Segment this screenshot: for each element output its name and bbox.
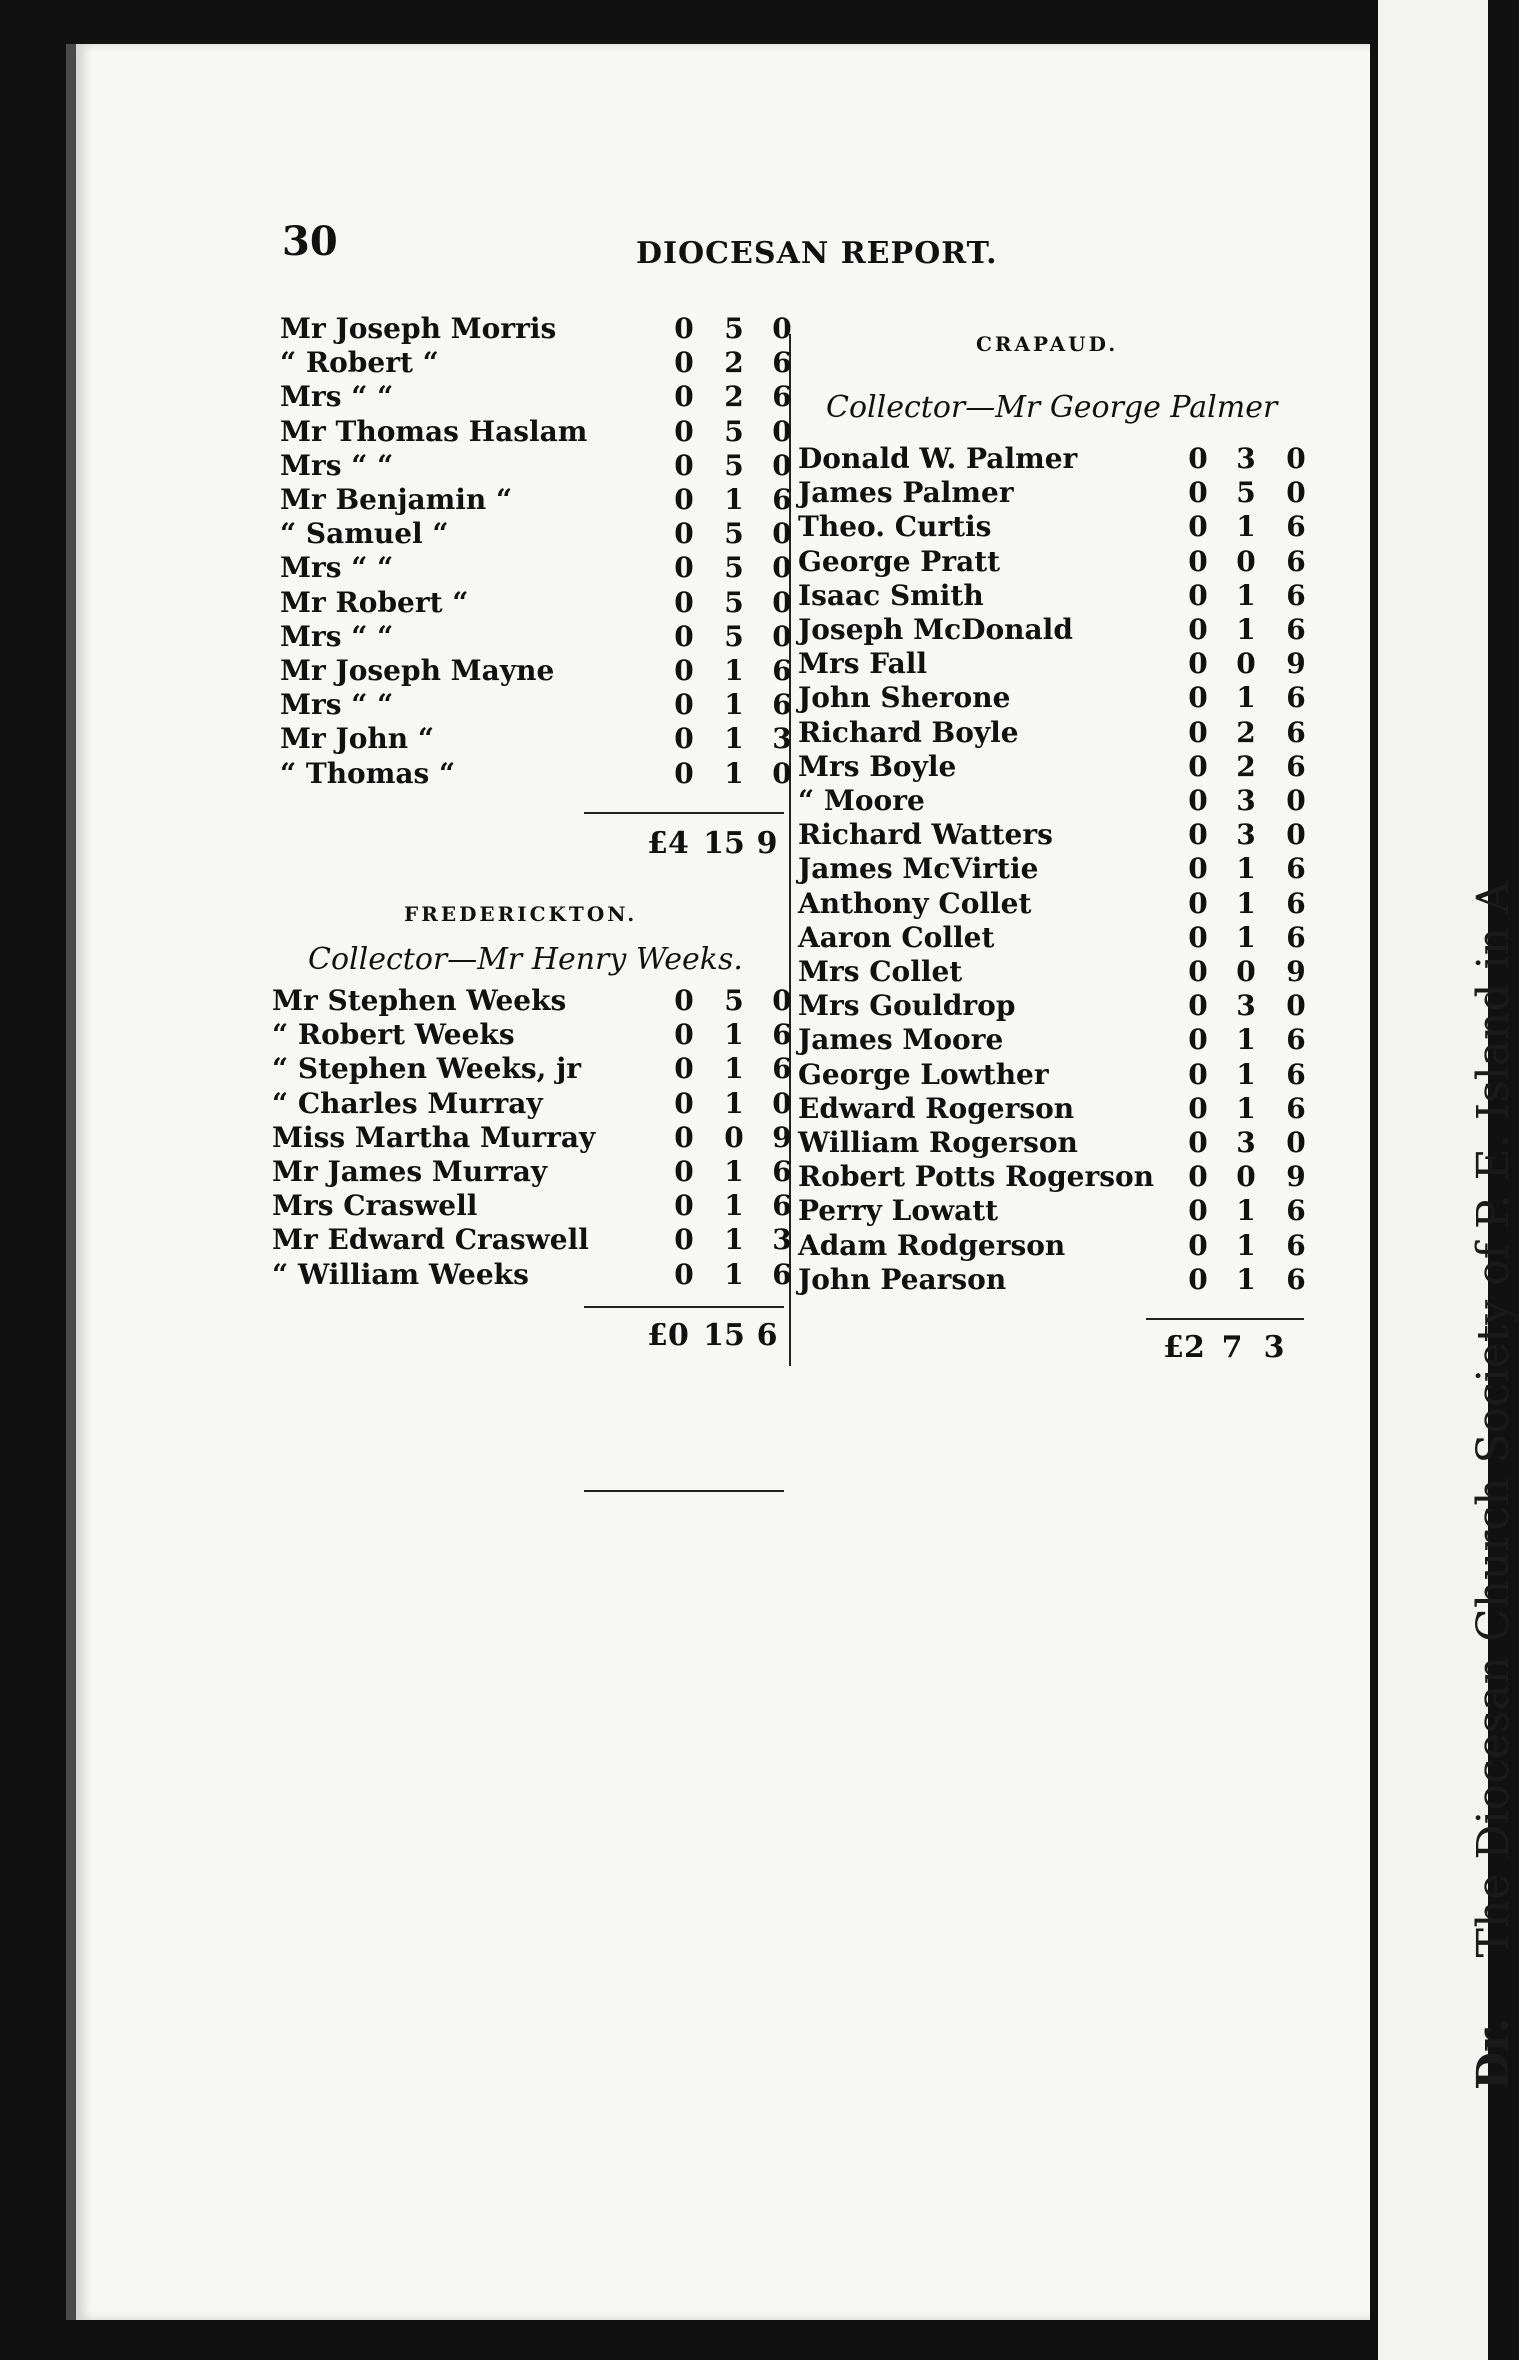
amount-pounds: 0 (674, 380, 694, 414)
ledger-row (798, 1229, 1318, 1263)
donor-name: “ Robert Weeks (272, 1018, 515, 1052)
donor-name: Mrs Collet (798, 955, 963, 988)
amount-shillings: 5 (724, 619, 744, 653)
amount-shillings: 5 (724, 585, 744, 619)
total-pounds: £0 (647, 1318, 689, 1353)
donor-name: William Rogerson (798, 1126, 1078, 1159)
amount-pounds: 0 (1188, 715, 1208, 749)
amount-shillings: 1 (724, 722, 744, 756)
amount-shillings: 1 (1236, 1057, 1256, 1091)
donor-name: Robert Potts Rogerson (798, 1160, 1155, 1194)
donor-name: Joseph McDonald (798, 613, 1073, 646)
amount-pounds: 0 (674, 722, 694, 756)
donor-name: Isaac Smith (798, 578, 984, 612)
amount-pence: 9 (1286, 1160, 1306, 1194)
ledger-row (798, 681, 1318, 715)
amount-pounds: 0 (674, 1189, 694, 1223)
donor-name: John Sherone (798, 681, 1011, 715)
total-pence: 3 (1263, 1330, 1285, 1365)
ledger-row (798, 476, 1318, 510)
amount-pounds: 0 (1188, 1194, 1208, 1228)
ledger-row (280, 380, 790, 414)
ledger-row (272, 1189, 790, 1223)
crapaud-total (1160, 1330, 1292, 1365)
amount-pounds: 0 (1188, 818, 1208, 852)
ledger-row (798, 784, 1318, 818)
amount-pence: 6 (1286, 1194, 1306, 1228)
ledger-row (798, 510, 1318, 544)
amount-shillings: 1 (1236, 613, 1256, 646)
total-shillings: 15 (703, 1318, 745, 1353)
donor-name: James Moore (798, 1023, 1004, 1057)
fredrickton-total (640, 1318, 782, 1353)
amount-pence: 6 (772, 654, 792, 687)
amount-pounds: 0 (1188, 852, 1208, 886)
amount-pence: 0 (772, 551, 792, 585)
total-rule (1146, 1318, 1304, 1320)
fredrickton-collector: Collector—Mr Henry Weeks. (308, 942, 743, 977)
amount-shillings: 5 (724, 551, 744, 585)
amount-shillings: 1 (724, 1018, 744, 1052)
ledger-row (798, 750, 1318, 784)
donor-name: John Pearson (798, 1262, 1007, 1296)
donor-name: Mr Joseph Mayne (280, 654, 555, 687)
section-end-rule (584, 1490, 784, 1492)
amount-shillings: 3 (1236, 989, 1256, 1023)
donor-name: “ Thomas “ (280, 756, 456, 790)
amount-shillings: 2 (1236, 715, 1256, 749)
donor-name: Mrs “ “ (280, 688, 394, 722)
donor-name: Mrs “ “ (280, 380, 394, 414)
amount-shillings: 1 (1236, 1091, 1256, 1125)
ledger-row (798, 921, 1318, 955)
amount-pence: 6 (1286, 578, 1306, 612)
amount-pounds: 0 (674, 585, 694, 619)
amount-pence: 0 (772, 448, 792, 482)
fredrickton-heading: FREDERICKTON. (404, 902, 638, 926)
amount-pounds: 0 (674, 654, 694, 687)
amount-shillings: 1 (724, 1086, 744, 1120)
rotated-margin-text (1468, 881, 1519, 2090)
ledger-row (798, 989, 1318, 1023)
donor-name: “ Robert “ (280, 346, 439, 380)
ledger-row (280, 620, 790, 654)
amount-shillings: 1 (1236, 1023, 1256, 1057)
amount-pence: 6 (1286, 749, 1306, 783)
amount-pounds: 0 (674, 312, 694, 345)
amount-pounds: 0 (1188, 1160, 1208, 1194)
amount-pence: 3 (772, 1223, 792, 1257)
amount-shillings: 1 (1236, 920, 1256, 954)
amount-shillings: 1 (724, 688, 744, 722)
amount-pounds: 0 (1188, 578, 1208, 612)
total-shillings: 7 (1221, 1330, 1243, 1365)
amount-shillings: 3 (1236, 1126, 1256, 1159)
ledger-row (798, 852, 1318, 886)
ledger-row (280, 312, 790, 346)
amount-shillings: 0 (1236, 544, 1256, 578)
amount-pence: 6 (772, 688, 792, 722)
total-pence: 6 (756, 1318, 778, 1353)
ledger-row (280, 654, 790, 688)
amount-pence: 0 (1286, 818, 1306, 852)
total-pounds: £4 (647, 826, 689, 861)
amount-pounds: 0 (674, 984, 694, 1017)
ledger-row (272, 1155, 790, 1189)
donor-name: James Palmer (798, 476, 1014, 510)
amount-pounds: 0 (674, 756, 694, 790)
donor-name: James McVirtie (798, 852, 1039, 886)
ledger-row (272, 1258, 790, 1292)
amount-pence: 6 (1286, 1262, 1306, 1296)
page-number: 30 (282, 218, 338, 265)
amount-pence: 6 (772, 1189, 792, 1223)
amount-pence: 6 (772, 1052, 792, 1086)
amount-pounds: 0 (674, 414, 694, 448)
donor-name: Richard Watters (798, 818, 1053, 852)
donor-name: Adam Rodgerson (798, 1228, 1066, 1262)
amount-shillings: 1 (1236, 852, 1256, 886)
amount-shillings: 1 (1236, 578, 1256, 612)
amount-shillings: 0 (1236, 647, 1256, 681)
crapaud-heading: CRAPAUD. (976, 332, 1119, 356)
donor-name: Mrs “ “ (280, 619, 394, 653)
amount-shillings: 2 (724, 380, 744, 414)
amount-shillings: 2 (1236, 749, 1256, 783)
donor-name: “ Stephen Weeks, jr (272, 1052, 582, 1086)
amount-pounds: 0 (674, 1155, 694, 1188)
amount-pence: 6 (772, 1155, 792, 1188)
ledger-row (280, 483, 790, 517)
amount-shillings: 2 (724, 346, 744, 380)
ledger-row (798, 887, 1318, 921)
amount-shillings: 5 (724, 517, 744, 551)
donor-name: Aaron Collet (798, 920, 995, 954)
amount-shillings: 1 (724, 1052, 744, 1086)
amount-shillings: 1 (724, 1223, 744, 1257)
amount-shillings: 5 (724, 984, 744, 1017)
ledger-row (798, 442, 1318, 476)
amount-shillings: 0 (1236, 1160, 1256, 1194)
donor-name: Mrs Boyle (798, 749, 957, 783)
amount-shillings: 3 (1236, 818, 1256, 852)
amount-pence: 6 (1286, 1091, 1306, 1125)
amount-shillings: 1 (724, 654, 744, 687)
ledger-row (798, 1058, 1318, 1092)
amount-pence: 0 (1286, 989, 1306, 1023)
amount-pounds: 0 (674, 1052, 694, 1086)
donor-name: Anthony Collet (798, 886, 1032, 920)
amount-pounds: 0 (1188, 476, 1208, 510)
amount-pence: 6 (772, 346, 792, 380)
amount-shillings: 5 (1236, 476, 1256, 510)
crapaud-collector: Collector—Mr George Palmer (826, 390, 1278, 425)
amount-pounds: 0 (1188, 647, 1208, 681)
amount-shillings: 1 (1236, 510, 1256, 544)
donor-name: Mr Stephen Weeks (272, 984, 567, 1017)
donor-name: Miss Martha Murray (272, 1120, 596, 1154)
ledger-row (272, 1052, 790, 1086)
amount-pence: 0 (1286, 784, 1306, 817)
donor-name: Mr James Murray (272, 1155, 548, 1188)
donor-name: Theo. Curtis (798, 510, 992, 544)
total-pounds: £2 (1163, 1330, 1205, 1365)
amount-pounds: 0 (1188, 613, 1208, 646)
donor-name: Mrs Gouldrop (798, 989, 1016, 1023)
amount-pounds: 0 (1188, 920, 1208, 954)
amount-pence: 6 (1286, 852, 1306, 886)
ledger-row (280, 688, 790, 722)
ledger-row (798, 579, 1318, 613)
donor-name: “ William Weeks (272, 1257, 529, 1291)
amount-shillings: 1 (1236, 1262, 1256, 1296)
ledger-row (272, 1121, 790, 1155)
amount-pounds: 0 (674, 448, 694, 482)
ledger-row (272, 1223, 790, 1257)
donor-name: Donald W. Palmer (798, 442, 1078, 475)
amount-pounds: 0 (1188, 1228, 1208, 1262)
donor-name: Mr Edward Craswell (272, 1223, 589, 1257)
donor-name: “ Moore (798, 784, 925, 817)
amount-pounds: 0 (674, 619, 694, 653)
amount-pounds: 0 (674, 1223, 694, 1257)
amount-pounds: 0 (674, 346, 694, 380)
donor-name: Perry Lowatt (798, 1194, 999, 1228)
donor-name: Mrs Craswell (272, 1189, 478, 1223)
amount-pence: 6 (772, 380, 792, 414)
amount-pence: 6 (772, 483, 792, 516)
amount-shillings: 1 (724, 483, 744, 516)
amount-shillings: 1 (1236, 1194, 1256, 1228)
amount-pounds: 0 (674, 1120, 694, 1154)
running-head: DIOCESAN REPORT. (636, 236, 998, 271)
ledger-row (798, 1092, 1318, 1126)
amount-shillings: 5 (724, 312, 744, 345)
ledger-row (798, 1023, 1318, 1057)
amount-pence: 6 (1286, 510, 1306, 544)
ledger-row (272, 1087, 790, 1121)
ledger-row (280, 415, 790, 449)
amount-pence: 0 (1286, 442, 1306, 475)
amount-pence: 0 (772, 1086, 792, 1120)
left-top-total (640, 826, 782, 861)
amount-shillings: 1 (724, 1257, 744, 1291)
ledger-row (798, 1160, 1318, 1194)
amount-pence: 6 (772, 1257, 792, 1291)
amount-pence: 3 (772, 722, 792, 756)
total-rule (584, 812, 784, 814)
amount-pence: 6 (1286, 920, 1306, 954)
ledger-row (798, 647, 1318, 681)
ledger-row (272, 1018, 790, 1052)
margin-title: The Diocesan Church Society of P. E. Island in A (1468, 881, 1519, 1958)
total-shillings: 15 (703, 826, 745, 861)
amount-pounds: 0 (1188, 442, 1208, 475)
amount-pence: 0 (1286, 476, 1306, 510)
amount-pounds: 0 (1188, 510, 1208, 544)
amount-pounds: 0 (1188, 544, 1208, 578)
amount-pounds: 0 (674, 1257, 694, 1291)
amount-pence: 0 (772, 585, 792, 619)
amount-shillings: 3 (1236, 784, 1256, 817)
donor-name: Mr Thomas Haslam (280, 414, 588, 448)
amount-pounds: 0 (674, 1086, 694, 1120)
total-pence: 9 (756, 826, 778, 861)
amount-pounds: 0 (1188, 1023, 1208, 1057)
donor-name: Mr Robert “ (280, 585, 469, 619)
ledger-row (798, 716, 1318, 750)
amount-pounds: 0 (1188, 1262, 1208, 1296)
amount-pounds: 0 (1188, 989, 1208, 1023)
amount-pounds: 0 (1188, 784, 1208, 817)
ledger-row (798, 818, 1318, 852)
amount-shillings: 3 (1236, 442, 1256, 475)
amount-pence: 9 (1286, 955, 1306, 988)
ledger-row (280, 722, 790, 756)
ledger-row (280, 757, 790, 791)
amount-shillings: 1 (724, 1155, 744, 1188)
amount-pounds: 0 (1188, 955, 1208, 988)
amount-pounds: 0 (1188, 1057, 1208, 1091)
amount-pounds: 0 (674, 688, 694, 722)
ledger-row (798, 955, 1318, 989)
amount-pence: 0 (772, 312, 792, 345)
ledger-row (280, 551, 790, 585)
amount-shillings: 5 (724, 448, 744, 482)
amount-shillings: 0 (724, 1120, 744, 1154)
donor-name: Mr Joseph Morris (280, 312, 557, 345)
donor-name: George Pratt (798, 544, 1001, 578)
amount-pence: 6 (1286, 681, 1306, 715)
amount-pence: 6 (1286, 715, 1306, 749)
amount-pence: 9 (1286, 647, 1306, 681)
donor-name: Mrs “ “ (280, 551, 394, 585)
amount-shillings: 1 (1236, 681, 1256, 715)
amount-pence: 0 (772, 984, 792, 1017)
amount-pence: 0 (772, 414, 792, 448)
ledger-row (280, 449, 790, 483)
ledger-row (798, 613, 1318, 647)
amount-shillings: 5 (724, 414, 744, 448)
amount-pence: 9 (772, 1120, 792, 1154)
amount-pence: 0 (772, 517, 792, 551)
amount-shillings: 1 (1236, 1228, 1256, 1262)
amount-pounds: 0 (1188, 749, 1208, 783)
amount-pence: 6 (1286, 1228, 1306, 1262)
amount-pounds: 0 (674, 517, 694, 551)
ledger-row (798, 545, 1318, 579)
amount-pence: 0 (772, 619, 792, 653)
amount-pence: 6 (1286, 544, 1306, 578)
amount-shillings: 1 (724, 1189, 744, 1223)
amount-pence: 6 (1286, 1023, 1306, 1057)
ledger-row (272, 984, 790, 1018)
donor-name: Mr Benjamin “ (280, 483, 513, 516)
ledger-row (280, 517, 790, 551)
donor-name: Mr John “ (280, 722, 434, 756)
amount-pounds: 0 (1188, 886, 1208, 920)
amount-pence: 0 (772, 756, 792, 790)
amount-pounds: 0 (1188, 1091, 1208, 1125)
amount-pounds: 0 (674, 1018, 694, 1052)
amount-pence: 6 (772, 1018, 792, 1052)
amount-shillings: 0 (1236, 955, 1256, 988)
amount-pounds: 0 (674, 483, 694, 516)
ledger-row (798, 1194, 1318, 1228)
amount-pounds: 0 (1188, 1126, 1208, 1159)
total-rule (584, 1306, 784, 1308)
amount-pence: 0 (1286, 1126, 1306, 1159)
donor-name: “ Samuel “ (280, 517, 449, 551)
ledger-row (280, 346, 790, 380)
amount-pounds: 0 (674, 551, 694, 585)
donor-name: Richard Boyle (798, 715, 1019, 749)
amount-shillings: 1 (724, 756, 744, 790)
amount-pence: 6 (1286, 1057, 1306, 1091)
margin-prefix: Dr. (1468, 2017, 1519, 2090)
ledger-row (280, 586, 790, 620)
donor-name: Edward Rogerson (798, 1091, 1075, 1125)
donor-name: “ Charles Murray (272, 1086, 543, 1120)
ledger-row (798, 1126, 1318, 1160)
amount-pence: 6 (1286, 613, 1306, 646)
donor-name: Mrs “ “ (280, 448, 394, 482)
donor-name: Mrs Fall (798, 647, 928, 681)
ledger-row (798, 1263, 1318, 1297)
amount-shillings: 1 (1236, 886, 1256, 920)
amount-pence: 6 (1286, 886, 1306, 920)
amount-pounds: 0 (1188, 681, 1208, 715)
donor-name: George Lowther (798, 1057, 1049, 1091)
